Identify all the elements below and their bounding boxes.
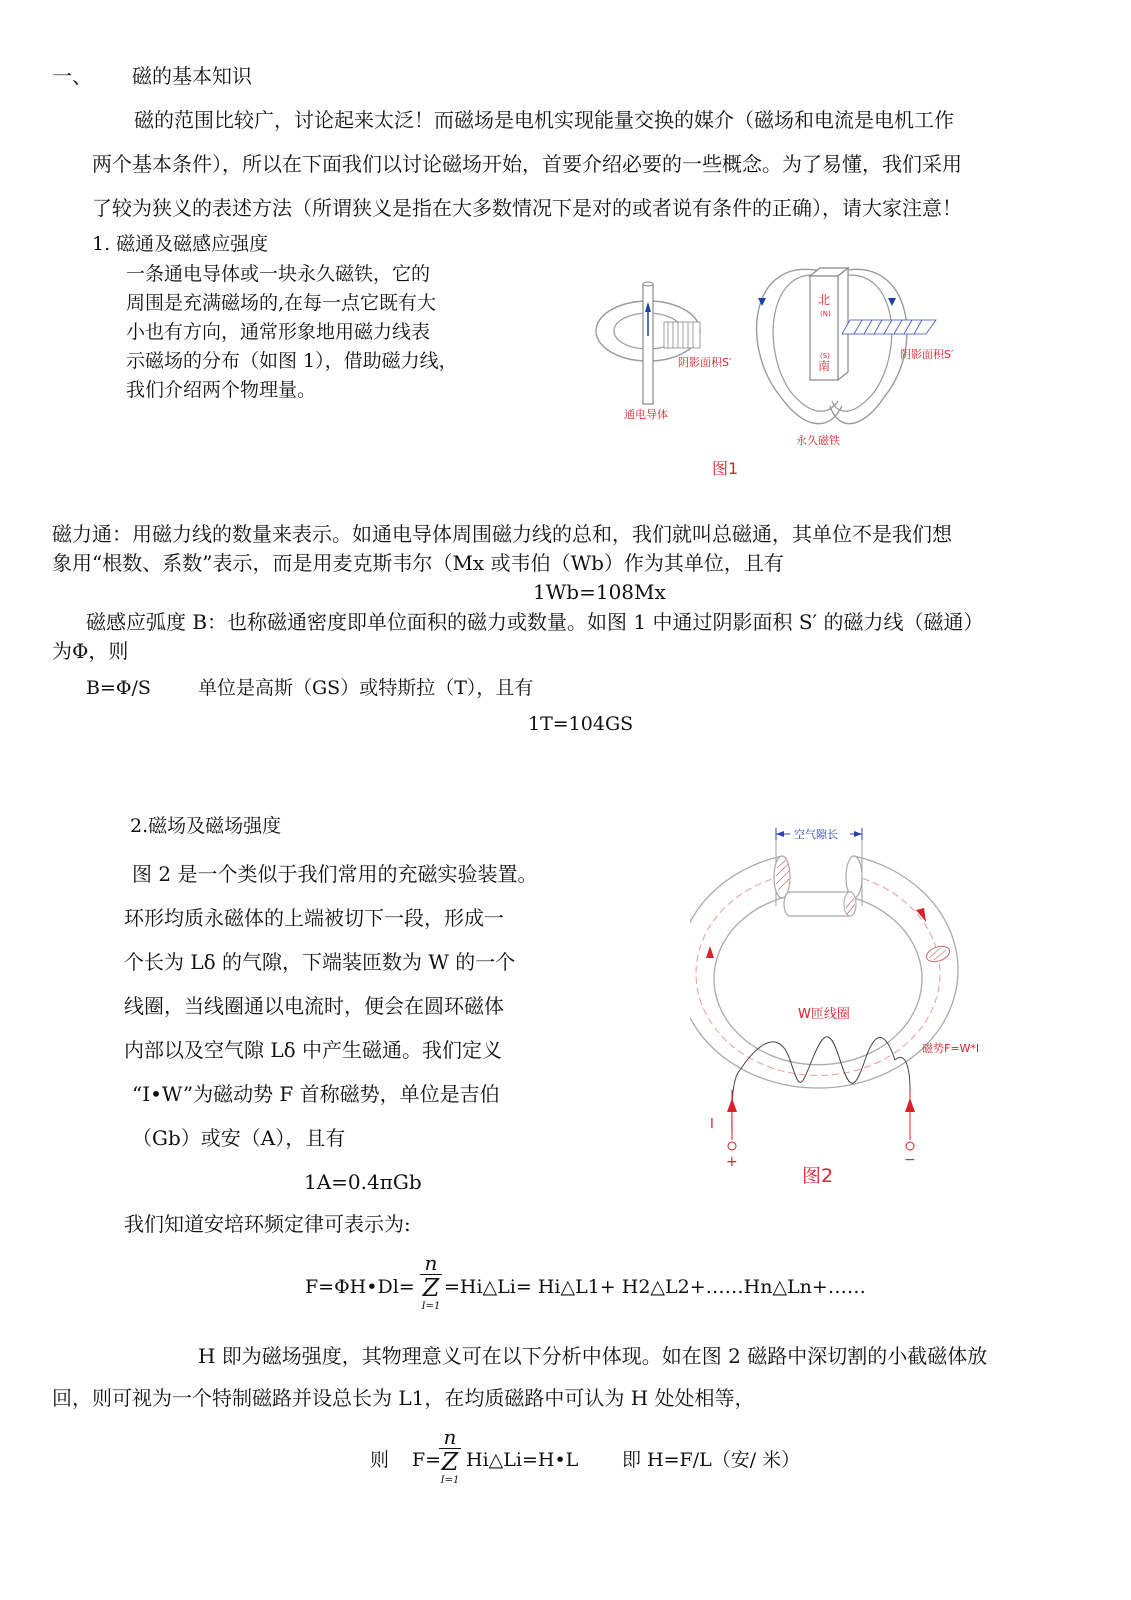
shaded-area-right xyxy=(842,320,936,334)
sub2-body-5: 内部以及空气隙 Lδ 中产生磁通。我们定义 xyxy=(124,1038,503,1062)
sum-top: n xyxy=(443,1425,457,1449)
induction-line-2: 为Φ，则 xyxy=(52,639,129,663)
flux-arrow-right-icon xyxy=(888,298,896,306)
hfield-lhs: F= xyxy=(412,1449,442,1471)
magnet-south-sub: (S) xyxy=(820,352,830,360)
ampere-lhs: F=ΦH•Dl= xyxy=(305,1276,415,1298)
plus-label: + xyxy=(726,1154,738,1170)
magnet-ring-outer xyxy=(690,856,958,1088)
coil-winding xyxy=(740,1037,895,1084)
figure-2-diagram xyxy=(690,820,1020,1200)
sub1-body-3: 小也有方向，通常形象地用磁力线表 xyxy=(126,321,431,343)
figure-2-caption: 图2 xyxy=(802,1165,834,1187)
intro-line-2: 两个基本条件），所以在下面我们以讨论磁场开始，首要介绍必要的一些概念。为了易懂，我们采用 xyxy=(92,152,962,176)
shadow-area-left-label: 阴影面积S′ xyxy=(678,356,732,369)
gap-arrow-right-icon xyxy=(854,831,862,837)
sum-symbol: Z xyxy=(422,1274,440,1302)
mmf-label: 磁势F=W*I xyxy=(922,1042,980,1055)
ampere-intro: 我们知道安培环频定律可表示为: xyxy=(124,1212,411,1236)
section-title: 磁的基本知识 xyxy=(132,64,252,88)
sub1-body-1: 一条通电导体或一块永久磁铁，它的 xyxy=(126,263,431,285)
hfield-then: 则 xyxy=(370,1449,390,1471)
magnet-south-label: 南 xyxy=(818,359,831,373)
sum-bottom: I=1 xyxy=(440,1475,460,1486)
sub2-body-4: 线圈，当线圈通以电流时，便会在圆环磁体 xyxy=(124,994,504,1018)
hfield-line-1: H 即为磁场强度，其物理意义可在以下分析中体现。如在图 2 磁路中深切割的小截磁体放 xyxy=(198,1344,988,1368)
air-gap-label: 空气隙长 xyxy=(794,828,838,841)
subsection-1-heading: 1. 磁通及磁感应强度 xyxy=(92,233,269,255)
current-arrow-right-icon xyxy=(905,1098,915,1112)
sub1-body-4: 示磁场的分布（如图 1），借助磁力线， xyxy=(126,350,458,372)
ampere-rhs: =Hi△Li= Hi△L1+ H2△L2+……Hn△Ln+…… xyxy=(444,1276,866,1298)
conductor-label: 通电导体 xyxy=(624,408,668,421)
hfield-conclusion: 即 H=F/L（安/ 米） xyxy=(622,1449,801,1471)
hfield-summation xyxy=(436,1426,464,1487)
magnet-label: 永久磁铁 xyxy=(796,434,840,447)
shaded-area-left xyxy=(664,322,700,348)
sub2-body-2: 环形均质永磁体的上端被切下一段，形成一 xyxy=(124,906,504,930)
flux-arrow-left-icon xyxy=(706,946,714,958)
current-arrow-left-icon xyxy=(727,1098,737,1112)
sub1-body-5: 我们介绍两个物理量。 xyxy=(126,379,317,401)
hfield-rhs: Hi△Li=H•L xyxy=(466,1449,579,1471)
magnet-north-label: 北 xyxy=(818,293,831,307)
sub2-body-3: 个长为 Lδ 的气隙，下端装匝数为 W 的一个 xyxy=(124,950,516,974)
terminal-plus xyxy=(728,1142,736,1150)
magnet-ring-inner xyxy=(714,898,922,1065)
intro-line-1: 磁的范围比较广，讨论起来太泛！而磁场是电机实现能量交换的媒介（磁场和电流是电机工作 xyxy=(134,108,954,132)
ring-cross-section xyxy=(924,943,951,964)
shadow-area-right-label: 阴影面积S′ xyxy=(900,348,954,361)
induction-equation: 1T=104GS xyxy=(528,713,634,735)
magnet-north-sub: (N) xyxy=(820,310,831,318)
sum-symbol: Z xyxy=(441,1448,459,1476)
sub2-body-7: （Gb）或安（A），且有 xyxy=(132,1126,346,1150)
figure-1-diagram xyxy=(580,236,1000,486)
sub1-body-2: 周围是充满磁场的,在每一点它既有大 xyxy=(126,292,437,314)
sum-bottom: I=1 xyxy=(421,1301,441,1312)
ampere-summation xyxy=(417,1252,445,1313)
coil-label: W匝线圈 xyxy=(798,1007,850,1022)
current-label: I xyxy=(710,1117,714,1132)
induction-line-1: 磁感应弧度 B：也称磁通密度即单位面积的磁力或数量。如图 1 中通过阴影面积 S′ 的磁力线（磁通） xyxy=(86,610,984,634)
section-number: 一、 xyxy=(52,64,92,88)
sub2-body-6: “I•W”为磁动势 F 首称磁势，单位是吉伯 xyxy=(132,1082,500,1106)
induction-unit-text: 单位是高斯（GS）或特斯拉（T），且有 xyxy=(198,677,534,699)
intro-line-3: 了较为狭义的表述方法（所谓狭义是指在大多数情况下是对的或者说有条件的正确），请大家注意！ xyxy=(92,196,962,220)
gap-arrow-left-icon xyxy=(776,831,784,837)
flux-line-2: 象用“根数、系数”表示，而是用麦克斯韦尔（Mx 或韦伯（Wb）作为其单位，且有 xyxy=(52,551,784,575)
hfield-line-2: 回，则可视为一个特制磁路并设总长为 L1，在均质磁路中可认为 H 处处相等， xyxy=(52,1386,755,1410)
flux-equation: 1Wb=108Mx xyxy=(533,580,666,604)
induction-formula: B=Φ/S xyxy=(86,677,151,699)
sub2-equation: 1A=0.4πGb xyxy=(304,1170,422,1194)
terminal-minus xyxy=(906,1142,914,1150)
subsection-2-heading: 2.磁场及磁场强度 xyxy=(130,815,282,837)
sub2-body-1: 图 2 是一个类似于我们常用的充磁实验装置。 xyxy=(132,862,538,886)
sum-top: n xyxy=(424,1251,438,1275)
minus-label: − xyxy=(904,1152,916,1168)
figure-1-caption: 图1 xyxy=(712,459,739,478)
flux-line-1: 磁力通：用磁力线的数量来表示。如通电导体周围磁力线的总和，我们就叫总磁通，其单位不是我们想 xyxy=(52,522,952,546)
